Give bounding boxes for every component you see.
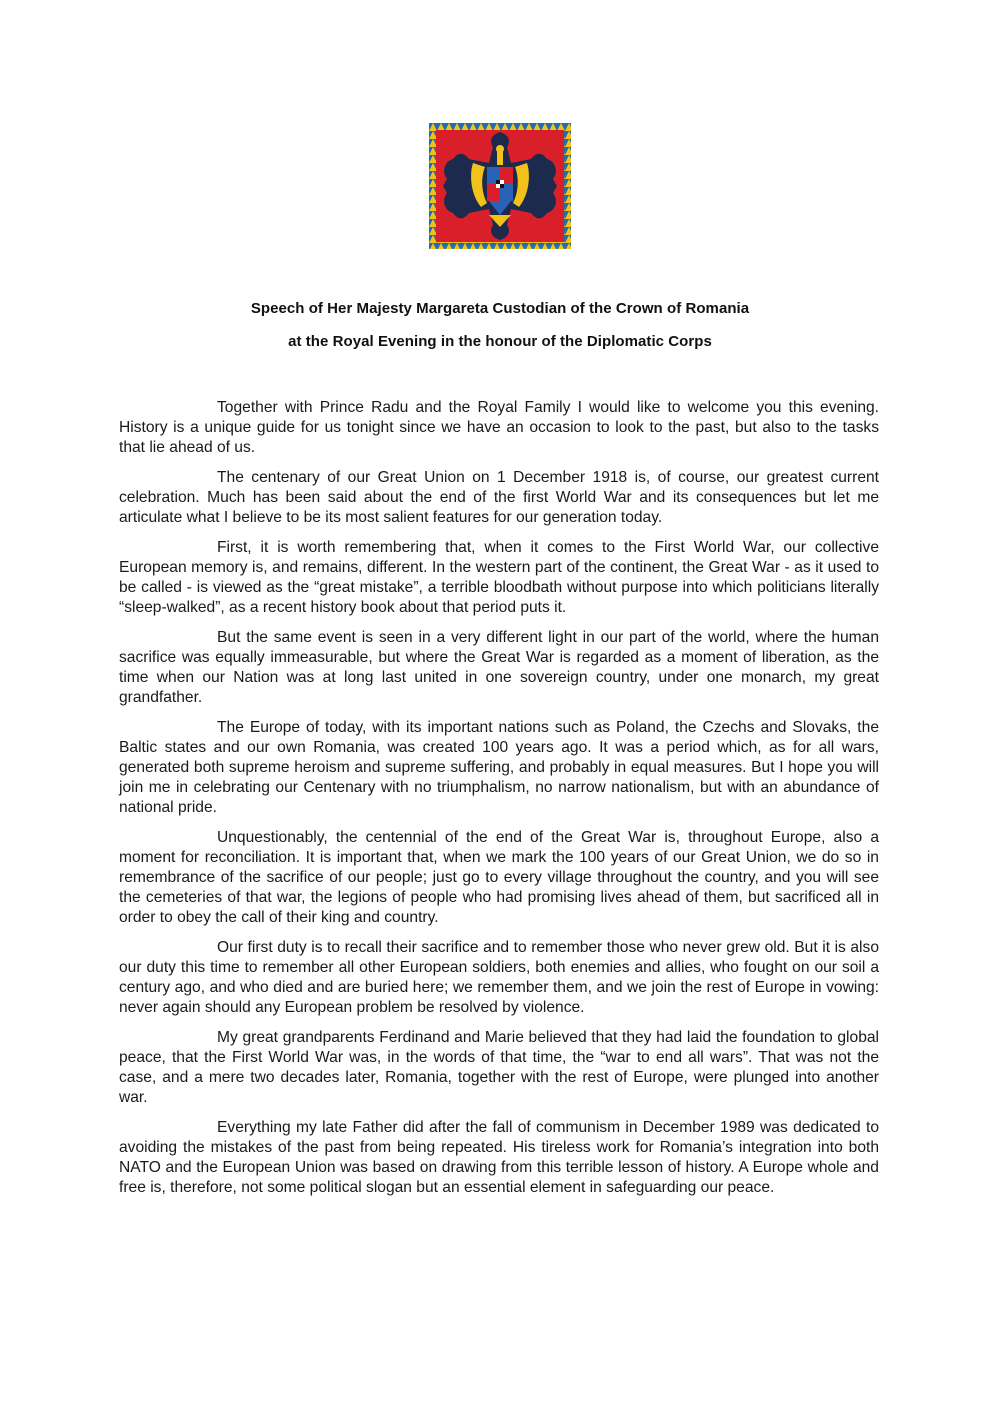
paragraph: Together with Prince Radu and the Royal Family I would like to welcome you this evening. History is a unique guide for us tonight since we have an occasion to look to the past, but also to the tasks that lie ahead of us. [119,399,879,456]
speech-subtitle: at the Royal Evening in the honour of the Diplomatic Corps [288,333,712,350]
paragraph: First, it is worth remembering that, when it comes to the First World War, our collective European memory is, and remains, different. In the western part of the continent, the Great War - as it used to be called - is viewed as the “great mistake”, a terrible bloodbath without purpose into which politicians literally “sleep-walked”, as a recent history book about that period puts it. [119,539,879,616]
paragraph: Everything my late Father did after the fall of communism in December 1989 was dedicated to avoiding the mistakes of the past from being repeated. His tireless work for Romania’s integration into both NATO and the European Union was based on drawing from this terrible lesson of history. A Europe whole and free is, therefore, not some political slogan but an essential element in safeguarding our peace. [119,1119,879,1196]
paragraph: The Europe of today, with its important nations such as Poland, the Czechs and Slovaks, the Baltic states and our own Romania, was created 100 years ago. It was a period which, as for all wars, generated both supreme heroism and supreme suffering, and probably in equal measures. But I hope you will join me in celebrating our Centenary with no triumphalism, no narrow nationalism, but with an abundance of national pride. [119,719,879,816]
paragraph: But the same event is seen in a very different light in our part of the world, where the human sacrifice was equally immeasurable, but where the Great War is regarded as a moment of liberation, as the time when our Nation was at long last united in one sovereign country, under one monarch, my great grandfather. [119,629,879,706]
paragraph: Unquestionably, the centennial of the end of the Great War is, throughout Europe, also a moment for reconciliation. It is important that, when we mark the 100 years of our Great Union, we do so in remembrance of the sacrifice of our people; just go to every village throughout the country, and you will see the cemeteries of that war, the legions of people who had promising lives ahead of them, but sacrificed all in order to obey the call of their king and country. [119,829,879,926]
paragraph: My great grandparents Ferdinand and Marie believed that they had laid the foundation to global peace, that the First World War was, in the words of that time, the “war to end all wars”. That was not the case, and a mere two decades later, Romania, together with the rest of Europe, were plunged into another war. [119,1029,879,1106]
paragraph: Our first duty is to recall their sacrifice and to remember those who never grew old. But it is also our duty this time to remember all other European soldiers, both enemies and allies, who fought on our soil a century ago, and who died and are buried here; we remember them, and we join the rest of Europe in vowing: never again should any European problem be resolved by violence. [119,939,879,1016]
paragraph: The centenary of our Great Union on 1 December 1918 is, of course, our greatest current celebration. Much has been said about the end of the first World War and its consequences but let me articulate what I believe to be its most salient features for our generation today. [119,469,879,526]
speech-body [119,398,879,1208]
speech-title: Speech of Her Majesty Margareta Custodian of the Crown of Romania [250,300,750,317]
royal-standard-emblem [429,123,571,249]
royal-standard-icon [429,123,571,249]
